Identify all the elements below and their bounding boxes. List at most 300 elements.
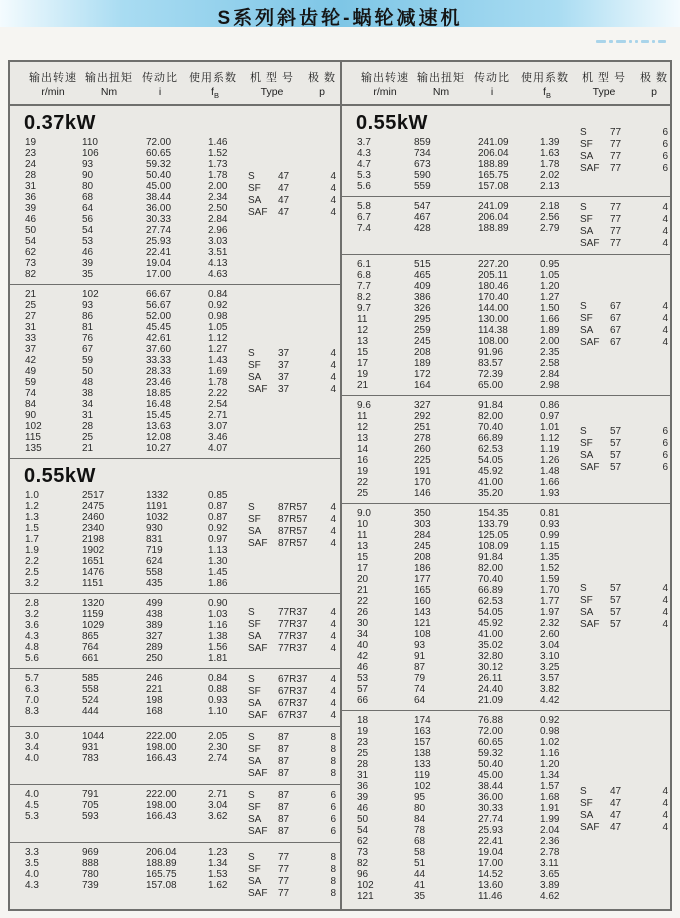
model-size: 47 bbox=[278, 183, 290, 194]
model-prefix: SF bbox=[248, 183, 261, 194]
ratio-value: 206.04 bbox=[146, 847, 177, 858]
ratio-value: 35.02 bbox=[478, 640, 504, 651]
torque-value: 31 bbox=[82, 410, 94, 421]
factor-value: 0.92 bbox=[208, 300, 228, 311]
torque-value: 1320 bbox=[82, 598, 105, 609]
speed-value: 3.7 bbox=[357, 137, 371, 148]
factor-value: 3.25 bbox=[540, 662, 560, 673]
factor-value: 1.66 bbox=[540, 314, 560, 325]
factor-value: 1.89 bbox=[540, 325, 560, 336]
model-row bbox=[248, 864, 336, 876]
torque-value: 164 bbox=[414, 380, 431, 391]
factor-value: 3.11 bbox=[540, 858, 559, 869]
factor-value: 1.38 bbox=[208, 631, 228, 642]
ratio-value: 72.39 bbox=[478, 369, 504, 380]
ratio-value: 30.33 bbox=[146, 214, 172, 225]
ratio-value: 831 bbox=[146, 534, 163, 545]
speed-value: 37 bbox=[25, 344, 37, 355]
column-header bbox=[342, 62, 670, 106]
ratio-value: 17.00 bbox=[478, 858, 504, 869]
model-prefix: SA bbox=[248, 526, 262, 537]
speed-value: 4.3 bbox=[25, 880, 39, 891]
torque-value: 409 bbox=[414, 281, 431, 292]
speed-value: 21 bbox=[25, 289, 37, 300]
factor-value: 2.35 bbox=[540, 347, 560, 358]
model-size: 77 bbox=[610, 163, 622, 174]
factor-value: 0.97 bbox=[540, 411, 560, 422]
model-row bbox=[248, 631, 336, 643]
table-row bbox=[342, 411, 670, 422]
ratio-value: 130.00 bbox=[478, 314, 509, 325]
model-size: 47 bbox=[278, 195, 290, 206]
factor-value: 0.81 bbox=[540, 508, 560, 519]
speed-value: 12 bbox=[357, 325, 369, 336]
speed-value: 62 bbox=[357, 836, 369, 847]
speed-value: 13 bbox=[357, 541, 369, 552]
factor-value: 1.52 bbox=[540, 563, 560, 574]
model-prefix: SA bbox=[580, 607, 594, 618]
speed-value: 6.7 bbox=[357, 212, 371, 223]
torque-value: 428 bbox=[414, 223, 431, 234]
ratio-value: 17.00 bbox=[146, 269, 172, 280]
col-header-type: 机 型 号 bbox=[249, 72, 295, 84]
factor-value: 1.69 bbox=[208, 366, 228, 377]
model-prefix: SA bbox=[248, 371, 262, 383]
right-column bbox=[340, 62, 670, 909]
ratio-value: 66.89 bbox=[478, 585, 504, 596]
ratio-value: 241.09 bbox=[478, 201, 509, 212]
table-row bbox=[342, 651, 670, 662]
model-prefix: SF bbox=[248, 619, 261, 630]
speed-value: 6.3 bbox=[25, 684, 39, 695]
ratio-value: 38.44 bbox=[478, 781, 504, 792]
factor-value: 4.13 bbox=[208, 258, 228, 269]
factor-value: 1.93 bbox=[540, 488, 560, 499]
ratio-value: 930 bbox=[146, 523, 163, 534]
ratio-value: 50.40 bbox=[146, 170, 172, 181]
factor-value: 2.50 bbox=[208, 203, 228, 214]
model-size: 47 bbox=[610, 822, 622, 833]
factor-value: 2.84 bbox=[540, 369, 560, 380]
model-poles: 4 bbox=[330, 359, 336, 371]
table-row bbox=[342, 380, 670, 391]
model-row bbox=[580, 426, 668, 438]
torque-value: 559 bbox=[414, 181, 431, 192]
speed-value: 19 bbox=[357, 726, 369, 737]
col-header-poles: 极 数 bbox=[307, 72, 337, 84]
model-size: 37 bbox=[278, 383, 290, 395]
table-row bbox=[10, 300, 340, 311]
torque-value: 51 bbox=[414, 858, 426, 869]
table-row bbox=[10, 311, 340, 322]
model-size: 77 bbox=[278, 876, 290, 887]
factor-value: 1.62 bbox=[208, 880, 228, 891]
speed-value: 28 bbox=[357, 759, 369, 770]
model-prefix: S bbox=[580, 127, 587, 138]
torque-value: 245 bbox=[414, 541, 431, 552]
model-prefix: S bbox=[580, 583, 587, 594]
factor-value: 1.56 bbox=[208, 642, 228, 653]
right-blocks bbox=[342, 106, 670, 909]
torque-value: 160 bbox=[414, 596, 431, 607]
speed-value: 19 bbox=[357, 369, 369, 380]
model-prefix: S bbox=[580, 786, 587, 797]
model-poles: 4 bbox=[330, 207, 336, 218]
table-row bbox=[10, 567, 340, 578]
model-size: 67R37 bbox=[278, 697, 308, 709]
factor-value: 1.66 bbox=[540, 477, 560, 488]
unit-speed: r/min bbox=[41, 86, 65, 98]
model-size: 87 bbox=[278, 731, 290, 743]
table-row bbox=[342, 662, 670, 673]
speed-value: 13 bbox=[357, 336, 369, 347]
factor-value: 0.92 bbox=[540, 715, 560, 726]
torque-value: 119 bbox=[414, 770, 430, 781]
factor-value: 2.71 bbox=[208, 789, 228, 800]
model-list bbox=[580, 786, 668, 834]
torque-value: 558 bbox=[82, 684, 99, 695]
factor-value: 1.16 bbox=[208, 620, 228, 631]
torque-value: 2517 bbox=[82, 490, 105, 501]
col-header-speed: 输出转速 bbox=[361, 72, 409, 84]
model-poles: 4 bbox=[330, 502, 336, 513]
ratio-value: 65.00 bbox=[478, 380, 504, 391]
model-prefix: S bbox=[248, 502, 255, 513]
speed-value: 22 bbox=[357, 477, 369, 488]
speed-value: 13 bbox=[357, 433, 369, 444]
ratio-value: 205.11 bbox=[478, 270, 508, 281]
ratio-value: 28.33 bbox=[146, 366, 172, 377]
factor-value: 0.84 bbox=[208, 673, 228, 684]
model-prefix: SF bbox=[580, 437, 593, 449]
model-row bbox=[248, 744, 336, 756]
torque-value: 969 bbox=[82, 847, 99, 858]
torque-value: 121 bbox=[414, 618, 431, 629]
model-poles: 4 bbox=[330, 183, 336, 194]
torque-value: 2460 bbox=[82, 512, 105, 523]
speed-value: 46 bbox=[25, 214, 37, 225]
model-poles: 4 bbox=[330, 631, 336, 642]
ratio-value: 108.00 bbox=[478, 336, 509, 347]
model-row bbox=[580, 238, 668, 250]
model-poles: 6 bbox=[662, 127, 668, 138]
model-prefix: SAF bbox=[580, 461, 600, 473]
model-poles: 6 bbox=[662, 425, 668, 437]
factor-value: 1.13 bbox=[208, 545, 228, 556]
factor-value: 0.99 bbox=[540, 530, 560, 541]
ratio-value: 133.79 bbox=[478, 519, 509, 530]
table-row bbox=[342, 673, 670, 684]
torque-value: 93 bbox=[82, 300, 94, 311]
factor-value: 2.00 bbox=[540, 336, 560, 347]
model-poles: 4 bbox=[330, 371, 336, 383]
model-poles: 6 bbox=[330, 813, 336, 825]
model-row bbox=[248, 384, 336, 396]
col-header-poles: 极 数 bbox=[639, 72, 669, 84]
model-row bbox=[248, 348, 336, 360]
table-row bbox=[10, 247, 340, 258]
model-size: 77 bbox=[278, 864, 290, 875]
factor-value: 2.13 bbox=[540, 181, 560, 192]
ratio-value: 198.00 bbox=[146, 742, 177, 753]
table-row bbox=[342, 259, 670, 270]
torque-value: 38 bbox=[82, 388, 94, 399]
table-row bbox=[342, 369, 670, 380]
torque-value: 1151 bbox=[82, 578, 104, 589]
model-poles: 4 bbox=[330, 383, 336, 395]
torque-value: 260 bbox=[414, 444, 431, 455]
factor-value: 1.78 bbox=[208, 377, 228, 388]
factor-value: 3.82 bbox=[540, 684, 560, 695]
model-list bbox=[248, 607, 336, 655]
unit-speed: r/min bbox=[373, 86, 397, 98]
factor-value: 0.95 bbox=[540, 259, 560, 270]
speed-value: 54 bbox=[357, 825, 369, 836]
factor-value: 1.16 bbox=[540, 748, 560, 759]
model-row bbox=[248, 207, 336, 219]
ratio-value: 27.74 bbox=[146, 225, 172, 236]
factor-value: 2.00 bbox=[208, 181, 228, 192]
model-size: 67R37 bbox=[278, 709, 308, 721]
factor-value: 3.46 bbox=[208, 432, 228, 443]
factor-value: 2.36 bbox=[540, 836, 560, 847]
ratio-value: 1032 bbox=[146, 512, 169, 523]
ratio-value: 157.08 bbox=[146, 880, 177, 891]
table-row bbox=[10, 421, 340, 432]
model-row bbox=[580, 810, 668, 822]
table-row bbox=[342, 541, 670, 552]
ratio-value: 1332 bbox=[146, 490, 169, 501]
speed-value: 25 bbox=[357, 748, 369, 759]
factor-value: 1.20 bbox=[540, 759, 560, 770]
torque-value: 64 bbox=[414, 695, 426, 706]
model-poles: 8 bbox=[330, 876, 336, 887]
ratio-value: 327 bbox=[146, 631, 163, 642]
ratio-value: 83.57 bbox=[478, 358, 504, 369]
model-prefix: SF bbox=[580, 139, 593, 150]
factor-value: 1.91 bbox=[540, 803, 560, 814]
table-row bbox=[10, 225, 340, 236]
factor-value: 1.70 bbox=[540, 585, 560, 596]
spec-block bbox=[342, 254, 670, 395]
factor-value: 2.05 bbox=[208, 731, 228, 742]
torque-value: 68 bbox=[414, 836, 426, 847]
model-prefix: SAF bbox=[248, 767, 268, 779]
torque-value: 174 bbox=[414, 715, 431, 726]
model-poles: 4 bbox=[662, 313, 668, 324]
model-row bbox=[580, 301, 668, 313]
ratio-value: 222.00 bbox=[146, 789, 177, 800]
table-row bbox=[10, 556, 340, 567]
factor-value: 1.03 bbox=[208, 609, 228, 620]
model-poles: 4 bbox=[330, 697, 336, 709]
unit-factor: $f_B$ bbox=[543, 86, 551, 101]
factor-value: 1.99 bbox=[540, 814, 560, 825]
speed-value: 23 bbox=[357, 737, 369, 748]
speed-value: 14 bbox=[357, 444, 369, 455]
speed-value: 31 bbox=[357, 770, 369, 781]
model-poles: 4 bbox=[662, 822, 668, 833]
model-poles: 8 bbox=[330, 888, 336, 899]
speed-value: 57 bbox=[357, 684, 369, 695]
model-list bbox=[248, 732, 336, 780]
model-size: 77 bbox=[610, 151, 622, 162]
table-row bbox=[342, 358, 670, 369]
model-poles: 4 bbox=[662, 619, 668, 630]
ratio-value: 222.00 bbox=[146, 731, 177, 742]
torque-value: 146 bbox=[414, 488, 431, 499]
model-poles: 8 bbox=[330, 731, 336, 743]
ratio-value: 56.67 bbox=[146, 300, 172, 311]
model-prefix: SF bbox=[248, 864, 261, 875]
torque-value: 102 bbox=[414, 781, 431, 792]
speed-value: 121 bbox=[357, 891, 374, 902]
factor-value: 1.45 bbox=[208, 567, 228, 578]
factor-value: 1.12 bbox=[208, 333, 228, 344]
speed-value: 5.3 bbox=[357, 170, 371, 181]
ratio-value: 19.04 bbox=[146, 258, 172, 269]
torque-value: 84 bbox=[414, 814, 426, 825]
spec-block bbox=[342, 106, 670, 196]
torque-value: 177 bbox=[414, 574, 431, 585]
ratio-value: 558 bbox=[146, 567, 163, 578]
speed-value: 6.8 bbox=[357, 270, 371, 281]
speed-value: 54 bbox=[25, 236, 37, 247]
table-row bbox=[10, 148, 340, 159]
factor-value: 2.56 bbox=[540, 212, 560, 223]
ratio-value: 32.80 bbox=[478, 651, 504, 662]
torque-value: 191 bbox=[414, 466, 431, 477]
torque-value: 41 bbox=[414, 880, 426, 891]
torque-value: 295 bbox=[414, 314, 431, 325]
model-row bbox=[248, 195, 336, 207]
torque-value: 48 bbox=[82, 377, 94, 388]
factor-value: 1.15 bbox=[540, 541, 560, 552]
factor-value: 3.89 bbox=[540, 880, 560, 891]
model-list bbox=[248, 852, 336, 900]
model-poles: 4 bbox=[330, 685, 336, 697]
ratio-value: 206.04 bbox=[478, 148, 509, 159]
speed-value: 17 bbox=[357, 563, 369, 574]
ratio-value: 27.74 bbox=[478, 814, 504, 825]
ratio-value: 165.75 bbox=[146, 869, 177, 880]
model-row bbox=[580, 438, 668, 450]
model-row bbox=[580, 822, 668, 834]
factor-value: 3.57 bbox=[540, 673, 560, 684]
torque-value: 865 bbox=[82, 631, 99, 642]
model-poles: 4 bbox=[662, 201, 668, 213]
model-prefix: SAF bbox=[248, 538, 268, 549]
ratio-value: 389 bbox=[146, 620, 163, 631]
torque-value: 326 bbox=[414, 303, 431, 314]
model-size: 67 bbox=[610, 313, 622, 324]
ratio-value: 82.00 bbox=[478, 411, 504, 422]
factor-value: 4.07 bbox=[208, 443, 228, 454]
table-row bbox=[342, 695, 670, 706]
model-size: 87 bbox=[278, 813, 290, 825]
ratio-value: 22.41 bbox=[478, 836, 504, 847]
model-size: 57 bbox=[610, 583, 622, 594]
speed-value: 42 bbox=[357, 651, 369, 662]
torque-value: 56 bbox=[82, 214, 94, 225]
model-list bbox=[248, 348, 336, 396]
model-row bbox=[248, 526, 336, 538]
ratio-value: 50.40 bbox=[478, 759, 504, 770]
model-size: 77R37 bbox=[278, 643, 308, 654]
speed-value: 30 bbox=[357, 618, 369, 629]
torque-value: 172 bbox=[414, 369, 431, 380]
factor-value: 1.34 bbox=[540, 770, 560, 781]
model-prefix: S bbox=[580, 201, 587, 213]
model-poles: 4 bbox=[662, 595, 668, 606]
table-row bbox=[10, 322, 340, 333]
table-row bbox=[342, 270, 670, 281]
ratio-value: 227.20 bbox=[478, 259, 509, 270]
factor-value: 1.73 bbox=[208, 159, 228, 170]
speed-value: 74 bbox=[25, 388, 37, 399]
ratio-value: 170.40 bbox=[478, 292, 509, 303]
factor-value: 3.04 bbox=[540, 640, 560, 651]
ratio-value: 38.44 bbox=[146, 192, 172, 203]
ratio-value: 45.00 bbox=[146, 181, 172, 192]
ratio-value: 59.32 bbox=[478, 748, 504, 759]
ratio-value: 21.09 bbox=[478, 695, 504, 706]
table-row bbox=[342, 552, 670, 563]
speed-value: 9.7 bbox=[357, 303, 371, 314]
model-row bbox=[580, 214, 668, 226]
torque-value: 783 bbox=[82, 753, 99, 764]
torque-value: 259 bbox=[414, 325, 431, 336]
model-prefix: S bbox=[248, 673, 255, 685]
factor-value: 0.85 bbox=[208, 490, 228, 501]
model-row bbox=[248, 372, 336, 384]
table-row bbox=[342, 508, 670, 519]
model-size: 87R57 bbox=[278, 526, 308, 537]
ratio-value: 198.00 bbox=[146, 800, 177, 811]
factor-value: 3.07 bbox=[208, 421, 228, 432]
table-row bbox=[342, 640, 670, 651]
ratio-value: 1191 bbox=[146, 501, 168, 512]
ratio-value: 45.92 bbox=[478, 466, 504, 477]
left-column bbox=[10, 62, 340, 909]
model-size: 77 bbox=[610, 213, 622, 225]
unit-poles: p bbox=[651, 86, 657, 98]
torque-value: 138 bbox=[414, 748, 431, 759]
speed-value: 1.2 bbox=[25, 501, 39, 512]
model-prefix: SA bbox=[580, 151, 594, 162]
speed-value: 3.2 bbox=[25, 609, 39, 620]
speed-value: 24 bbox=[25, 159, 37, 170]
factor-value: 1.35 bbox=[540, 552, 560, 563]
spec-block bbox=[342, 196, 670, 254]
model-size: 77R37 bbox=[278, 631, 308, 642]
ratio-value: 62.53 bbox=[478, 596, 504, 607]
table-row bbox=[10, 137, 340, 148]
speed-value: 59 bbox=[25, 377, 37, 388]
speed-value: 66 bbox=[357, 695, 369, 706]
ratio-value: 188.89 bbox=[146, 858, 177, 869]
speed-value: 5.7 bbox=[25, 673, 39, 684]
torque-value: 133 bbox=[414, 759, 431, 770]
spec-block bbox=[342, 503, 670, 710]
model-row bbox=[248, 674, 336, 686]
model-prefix: SA bbox=[248, 755, 262, 767]
speed-value: 28 bbox=[25, 170, 37, 181]
table-row bbox=[342, 488, 670, 499]
speed-value: 17 bbox=[357, 358, 369, 369]
ratio-value: 62.53 bbox=[478, 444, 504, 455]
factor-value: 2.22 bbox=[208, 388, 228, 399]
